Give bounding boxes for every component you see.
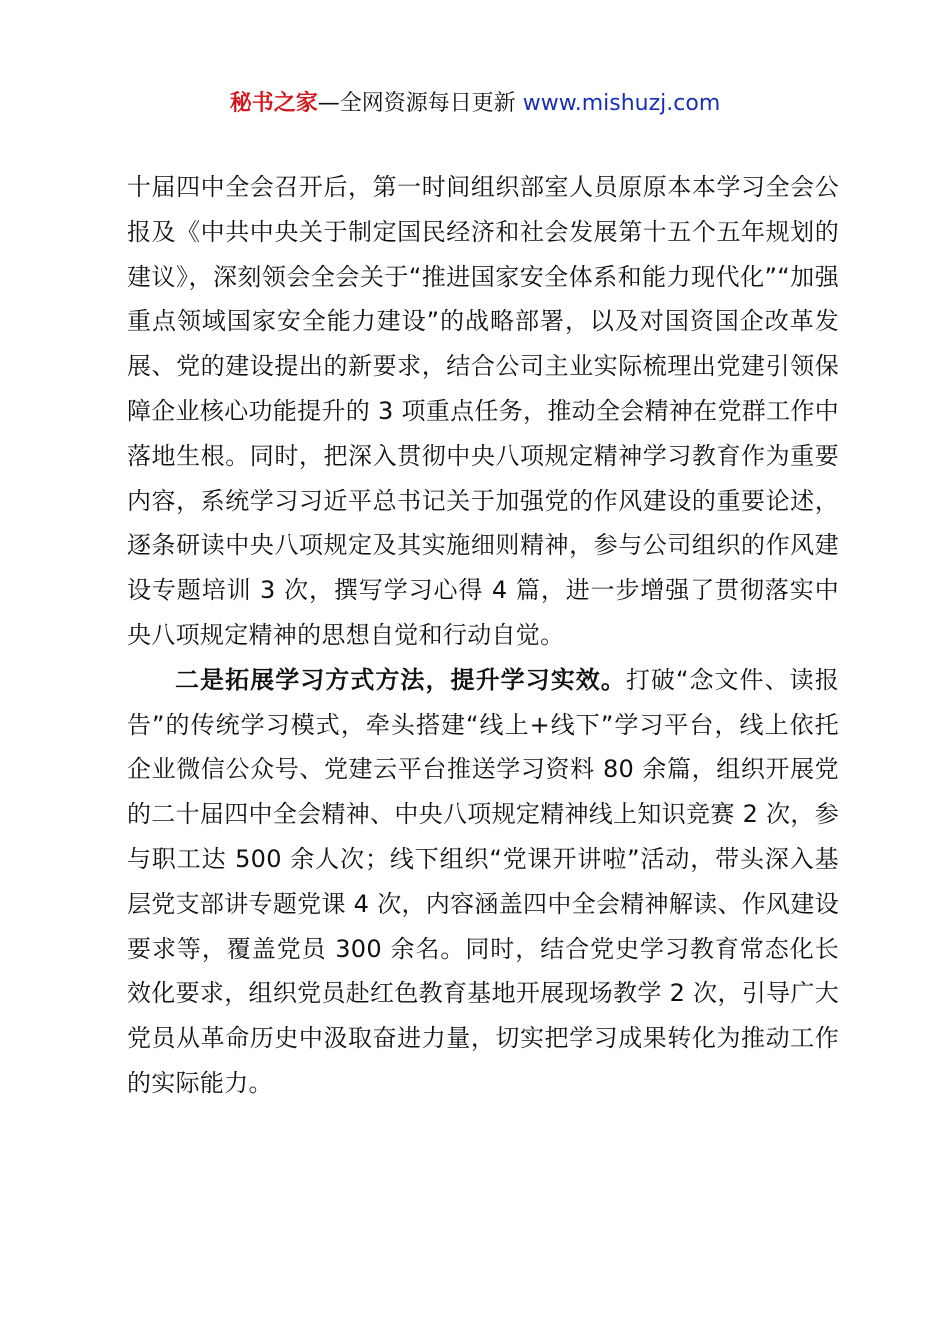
body-paragraph-2 — [127, 658, 839, 1106]
site-header — [0, 86, 950, 122]
header-tagline: —全网资源每日更新 — [317, 91, 516, 116]
site-url-link[interactable]: www.mishuzj.com — [522, 91, 721, 116]
body-paragraph-1: 十届四中全会召开后，第一时间组织部室人员原原本本学习全会公报及《中共中央关于制定国民经济和社会发展第十五个五年规划的建议》，深刻领会全会关于“推进国家安全体系和能力现代化”“加强重点领域国家安全能力建设”的战略部署，以及对国资国企改革发展、党的建设提出的新要求，结合公司主业实际梳理出党建引领保障企业核心功能提升的 3 项重点任务，推动全会精神在党群工作中落地生根。同时，把深入贯彻中央八项规定精神学习教育作为重要内容，系统学习习近平总书记关于加强党的作风建设的重要论述，逐条研读中央八项规定及其实施细则精神，参与公司组织的作风建设专题培训 3 次，撰写学习心得 4 篇，进一步增强了贯彻落实中央八项规定精神的思想自觉和行动自觉。 — [127, 173, 839, 649]
document-body — [127, 165, 839, 1106]
paragraph-2-text: 打破“念文件、读报告”的传统学习模式，牵头搭建“线上+线下”学习平台，线上依托企业微信公众号、党建云平台推送学习资料 80 余篇，组织开展党的二十届四中全会精神、中央八项规定精神线上知识竞赛 2 次，参与职工达 500 余人次；线下组织“党课开讲啦”活动，带头深入基层党支部讲专题党课 4 次，内容涵盖四中全会精神解读、作风建设要求等，覆盖党员 300 余名。同时，结合党史学习教育常态化长效化要求，组织党员赴红色教育基地开展现场教学 2 次，引导广大党员从革命历史中汲取奋进力量，切实把学习成果转化为推动工作的实际能力。 — [127, 665, 839, 1097]
brand-name: 秘书之家 — [229, 91, 318, 116]
paragraph-2-lead-heading: 二是拓展学习方式方法，提升学习实效。 — [175, 665, 626, 694]
